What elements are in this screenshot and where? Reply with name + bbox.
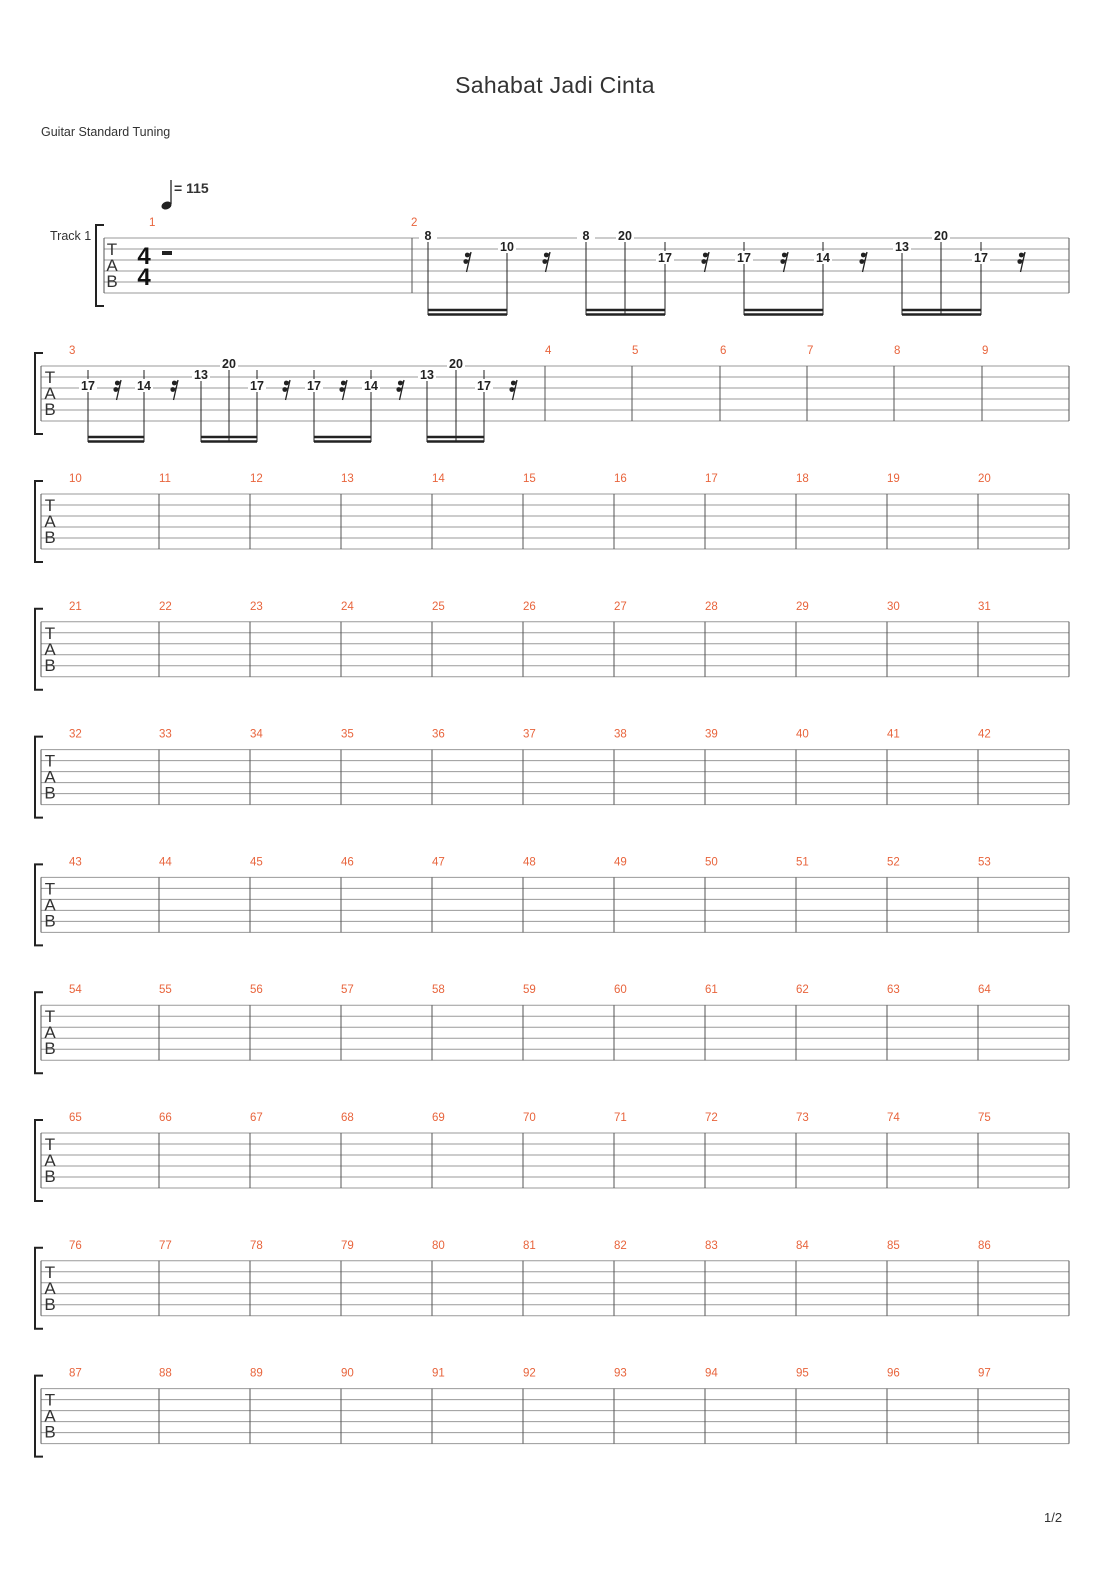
sixteenth-rest-icon: [463, 252, 471, 272]
tab-clef-letter: A: [44, 1278, 56, 1298]
system-bracket: [35, 353, 43, 434]
sixteenth-rest-icon: [170, 380, 178, 400]
measure-number: 83: [705, 1239, 718, 1252]
tab-clef-letter: T: [44, 1262, 56, 1282]
tab-clef-letter: T: [44, 496, 56, 515]
system-bracket: [35, 1248, 43, 1329]
measure-number: 45: [250, 856, 263, 869]
tab-clef-letter: B: [106, 272, 118, 291]
fret-number: 17: [658, 251, 672, 265]
tab-clef-letter: A: [44, 1406, 56, 1426]
time-signature-top: 4: [137, 243, 151, 270]
fret-number: 17: [81, 379, 95, 393]
sixteenth-rest-icon: [509, 380, 517, 400]
measure-number: 52: [887, 856, 900, 869]
measure-number: 31: [978, 600, 991, 613]
measure-number: 86: [978, 1239, 991, 1252]
measure-number: 2: [411, 217, 418, 229]
measure-number: 88: [159, 1367, 172, 1380]
measure-number: 68: [341, 1112, 354, 1124]
system-4: [35, 601, 1069, 690]
measure-number: 47: [432, 856, 445, 869]
system-2: [35, 345, 1069, 442]
fret-number: 13: [194, 368, 208, 382]
tab-clef-letter: A: [44, 1023, 56, 1043]
measure-number: 10: [69, 473, 82, 485]
fret-number: 20: [618, 229, 632, 243]
measure-number: 60: [614, 984, 627, 997]
tab-clef-letter: T: [44, 1135, 56, 1154]
measure-number: 94: [705, 1367, 718, 1380]
measure-number: 18: [796, 473, 809, 485]
measure-number: 22: [159, 600, 172, 613]
measure-number: 91: [432, 1367, 445, 1380]
measure-number: 64: [978, 984, 991, 997]
measure-number: 67: [250, 1112, 263, 1124]
measure-number: 84: [796, 1239, 809, 1252]
sixteenth-rest-icon: [701, 252, 709, 272]
system-3: [35, 473, 1069, 562]
measure-number: 23: [250, 600, 263, 613]
tab-clef-letter: B: [44, 400, 56, 419]
measure-number: 1: [149, 217, 156, 229]
system-bracket: [35, 1376, 43, 1457]
sixteenth-rest-icon: [1017, 252, 1025, 272]
measure-number: 26: [523, 600, 536, 613]
system-bracket: [35, 992, 43, 1073]
system-bracket: [96, 225, 104, 306]
tab-clef-letter: A: [44, 895, 56, 915]
measure-number: 33: [159, 728, 172, 741]
fret-number: 8: [424, 229, 432, 243]
measure-number: 40: [796, 728, 809, 741]
system-10: [35, 1368, 1069, 1457]
measure-number: 66: [159, 1112, 172, 1124]
measure-number: 92: [523, 1367, 536, 1380]
measure-number: 27: [614, 600, 627, 613]
sixteenth-rest-icon: [396, 380, 404, 400]
measure-number: 78: [250, 1239, 263, 1252]
fret-number: 20: [222, 357, 236, 371]
measure-number: 34: [250, 728, 263, 741]
system-bracket: [35, 864, 43, 945]
fret-number: 8: [582, 229, 590, 243]
tab-clef-letter: B: [44, 655, 56, 675]
measure-number: 19: [887, 473, 900, 485]
system-6: [35, 856, 1069, 945]
measure-number: 20: [978, 473, 991, 485]
tempo-value: = 115: [174, 180, 209, 196]
fret-number: 14: [816, 251, 830, 265]
measure-number: 49: [614, 856, 627, 869]
measure-number: 3: [69, 345, 76, 357]
measure-number: 57: [341, 984, 354, 997]
measure-number: 6: [720, 345, 727, 357]
measure-number: 97: [978, 1367, 991, 1380]
measure-number: 13: [341, 473, 354, 485]
fret-number: 17: [250, 379, 264, 393]
system-8: [35, 1112, 1069, 1201]
measure-number: 72: [705, 1112, 718, 1124]
system-5: [35, 729, 1069, 818]
measure-number: 48: [523, 856, 536, 869]
measure-number: 74: [887, 1112, 900, 1124]
measure-number: 8: [894, 345, 901, 357]
measure-number: 93: [614, 1367, 627, 1380]
measure-number: 9: [982, 345, 989, 357]
fret-number: 14: [364, 379, 378, 393]
measure-number: 12: [250, 473, 263, 485]
measure-number: 14: [432, 473, 445, 485]
sixteenth-rest-icon: [282, 380, 290, 400]
sixteenth-rest-icon: [780, 252, 788, 272]
tab-clef-letter: A: [106, 256, 118, 275]
system-9: [35, 1240, 1069, 1329]
measure-number: 56: [250, 984, 263, 997]
measure-number: 90: [341, 1367, 354, 1380]
system-bracket: [35, 1120, 43, 1201]
measure-number: 69: [432, 1112, 445, 1124]
measure-number: 29: [796, 600, 809, 613]
tab-clef-letter: A: [44, 512, 56, 531]
measure-number: 43: [69, 856, 82, 869]
fret-number: 20: [449, 357, 463, 371]
system-7: [35, 984, 1069, 1073]
measure-number: 87: [69, 1367, 82, 1380]
measure-number: 21: [69, 600, 82, 613]
fret-number: 14: [137, 379, 151, 393]
tab-clef-letter: A: [44, 767, 56, 787]
fret-number: 17: [307, 379, 321, 393]
tab-clef-letter: B: [44, 1167, 56, 1186]
measure-number: 53: [978, 856, 991, 869]
tab-clef-letter: T: [44, 751, 56, 771]
measure-number: 62: [796, 984, 809, 997]
fret-number: 17: [737, 251, 751, 265]
fret-number: 17: [974, 251, 988, 265]
tab-clef-letter: T: [44, 623, 56, 643]
measure-number: 96: [887, 1367, 900, 1380]
measure-number: 81: [523, 1239, 536, 1252]
measure-number: 4: [545, 345, 552, 357]
measure-number: 44: [159, 856, 172, 869]
measure-number: 61: [705, 984, 718, 997]
tab-clef-letter: A: [44, 384, 56, 403]
system-bracket: [35, 481, 43, 562]
measure-number: 76: [69, 1239, 82, 1252]
system-bracket: [35, 737, 43, 818]
measure-number: 80: [432, 1239, 445, 1252]
tab-clef-letter: A: [44, 1151, 56, 1170]
sixteenth-rest-icon: [113, 380, 121, 400]
measure-number: 28: [705, 600, 718, 613]
measure-number: 79: [341, 1239, 354, 1252]
measure-number: 30: [887, 600, 900, 613]
measure-number: 25: [432, 600, 445, 613]
song-title: Sahabat Jadi Cinta: [455, 72, 655, 98]
measure-number: 58: [432, 984, 445, 997]
measure-number: 7: [807, 345, 814, 357]
tab-clef-letter: T: [44, 368, 56, 387]
sixteenth-rest-icon: [542, 252, 550, 272]
measure-number: 35: [341, 728, 354, 741]
tab-clef-letter: A: [44, 639, 56, 659]
sixteenth-rest-icon: [859, 252, 867, 272]
measure-number: 11: [159, 473, 171, 485]
measure-number: 77: [159, 1239, 172, 1252]
system-1: [96, 217, 1069, 315]
tab-clef-letter: B: [44, 1294, 56, 1314]
tab-clef-letter: B: [44, 783, 56, 803]
measure-number: 36: [432, 728, 445, 741]
measure-number: 85: [887, 1239, 900, 1252]
measure-number: 50: [705, 856, 718, 869]
tab-clef-letter: B: [44, 911, 56, 931]
tab-clef-letter: T: [44, 1390, 56, 1410]
measure-number: 15: [523, 473, 536, 485]
measure-number: 71: [614, 1112, 627, 1124]
measure-number: 17: [705, 473, 718, 485]
page-number: 1/2: [1044, 1510, 1063, 1525]
system-bracket: [35, 609, 43, 690]
tab-clef-letter: B: [44, 528, 56, 547]
measure-number: 51: [796, 856, 809, 869]
measure-number: 55: [159, 984, 172, 997]
tab-clef-letter: B: [44, 1422, 56, 1442]
fret-number: 10: [500, 240, 514, 254]
measure-number: 38: [614, 728, 627, 741]
track-name: Track 1: [50, 229, 92, 243]
fret-number: 20: [934, 229, 948, 243]
tuning-label: Guitar Standard Tuning: [41, 125, 171, 139]
measure-number: 59: [523, 984, 536, 997]
tab-clef-letter: B: [44, 1039, 56, 1059]
tab-clef-letter: T: [106, 240, 118, 259]
measure-number: 82: [614, 1239, 627, 1252]
tab-clef-letter: T: [44, 879, 56, 899]
half-rest-icon: [162, 251, 172, 255]
measure-number: 70: [523, 1112, 536, 1124]
fret-number: 17: [477, 379, 491, 393]
measure-number: 73: [796, 1112, 809, 1124]
measure-number: 65: [69, 1112, 82, 1124]
measure-number: 37: [523, 728, 536, 741]
measure-number: 42: [978, 728, 991, 741]
measure-number: 41: [887, 728, 900, 741]
measure-number: 39: [705, 728, 718, 741]
measure-number: 5: [632, 345, 639, 357]
measure-number: 75: [978, 1112, 991, 1124]
measure-number: 16: [614, 473, 627, 485]
measure-number: 32: [69, 728, 82, 741]
sixteenth-rest-icon: [339, 380, 347, 400]
measure-number: 95: [796, 1367, 809, 1380]
measure-number: 46: [341, 856, 354, 869]
tab-clef-letter: T: [44, 1007, 56, 1027]
measure-number: 63: [887, 984, 900, 997]
fret-number: 13: [895, 240, 909, 254]
measure-number: 89: [250, 1367, 263, 1380]
fret-number: 13: [420, 368, 434, 382]
measure-number: 54: [69, 984, 82, 997]
measure-number: 24: [341, 600, 354, 613]
time-signature-bottom: 4: [137, 264, 151, 291]
